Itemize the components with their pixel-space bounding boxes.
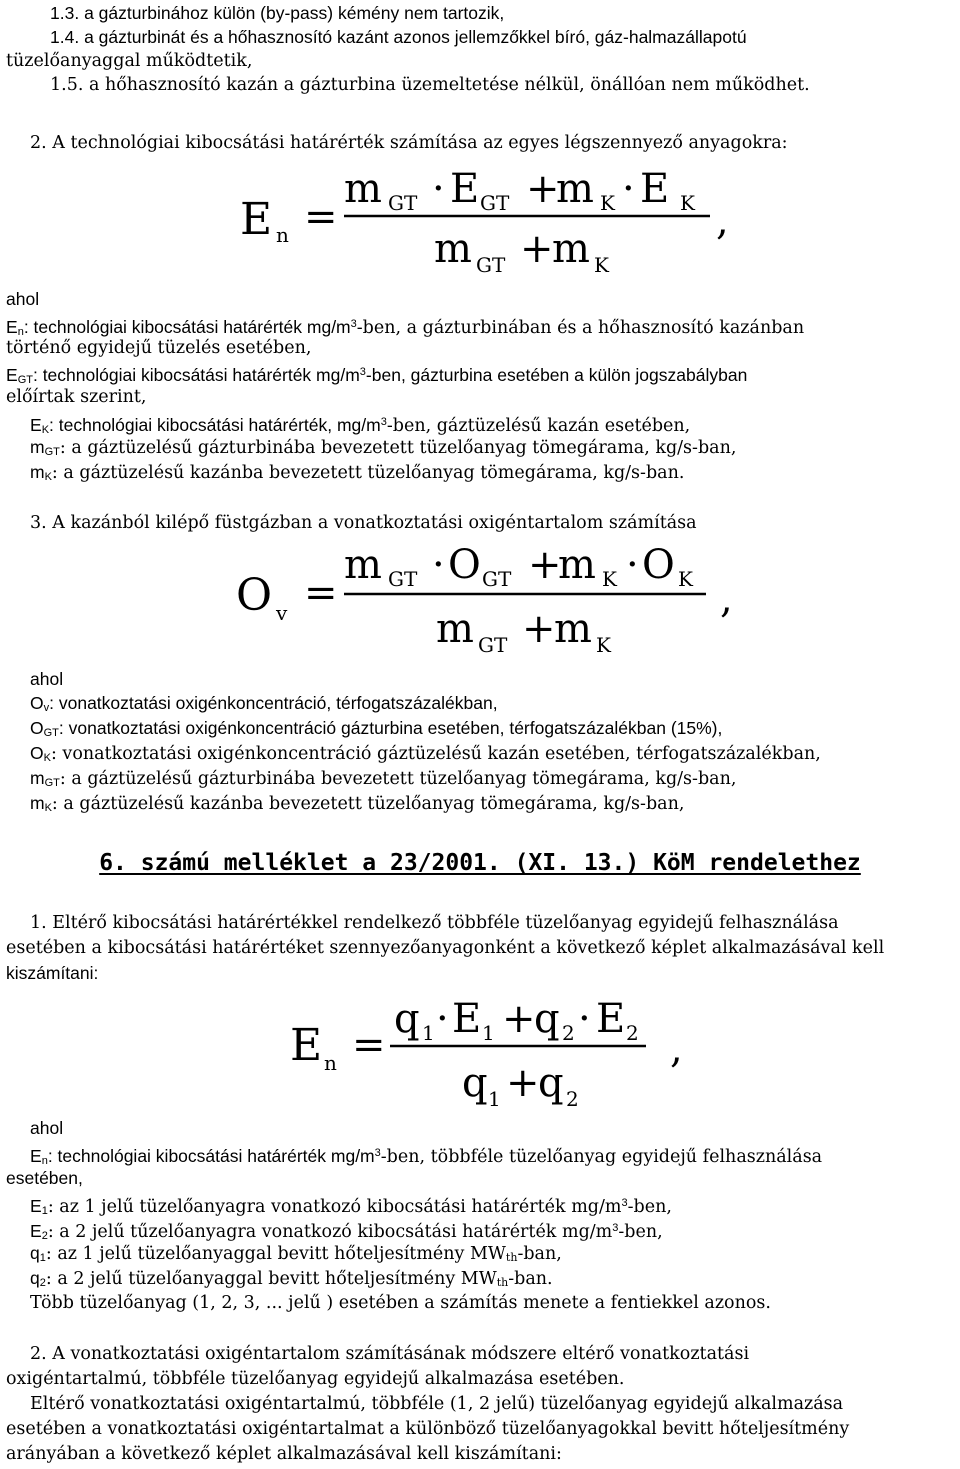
formula-plus: +	[528, 542, 562, 588]
def-text: : az 1 jelű tüzelőanyaggal bevitt hőteljesítmény MW	[45, 1244, 506, 1264]
formula-den-sub: 2	[566, 1087, 579, 1111]
list-item-number: 1.5.	[50, 75, 84, 95]
definition-line	[30, 767, 736, 794]
def-symbol: O	[30, 718, 44, 738]
formula-num-sub: K	[680, 191, 695, 215]
list-item	[50, 2, 504, 24]
formula-en-q	[290, 996, 710, 1126]
def-text-rest: -ben,	[618, 1222, 663, 1242]
definition-line	[30, 792, 684, 819]
def-symbol: E	[30, 415, 42, 435]
def-symbol: q	[30, 1243, 40, 1263]
formula-num-sym: E	[596, 996, 626, 1042]
formula-den-sub: GT	[478, 633, 508, 657]
annex-p1-line: kiszámítani:	[6, 963, 99, 983]
def-sup: 3	[374, 1147, 381, 1159]
formula-num-sub: 1	[482, 1021, 495, 1045]
def-symbol: E	[6, 365, 18, 385]
definition-line	[30, 717, 722, 744]
formula-num-sym: E	[450, 166, 480, 212]
def-text: : a gáztüzelésű gázturbinába bevezetett tüzelőanyag tömegárama, kg/s-ban,	[59, 438, 737, 458]
def-symbol-sub: 2	[39, 1277, 46, 1289]
formula-dot: ·	[432, 542, 445, 588]
formula-num-sub: K	[602, 567, 617, 591]
formula-dot: ·	[622, 166, 635, 212]
def-sup: 3	[621, 1197, 628, 1209]
formula-dot: ·	[626, 542, 639, 588]
list-item-number: 1.4.	[50, 27, 80, 47]
list-item	[50, 26, 747, 48]
def-symbol: E	[30, 1196, 42, 1216]
def-symbol-sub: GT	[43, 727, 59, 739]
def-text: : technológiai kibocsátási határérték mg/m	[23, 317, 351, 337]
definition-line	[30, 1267, 553, 1294]
formula-plus: +	[502, 996, 536, 1042]
definition-line	[30, 1242, 562, 1269]
formula-plus: +	[526, 166, 560, 212]
formula-den-sub: K	[594, 253, 609, 277]
formula-comma: ,	[720, 576, 733, 622]
formula-den-sym: q	[538, 1060, 564, 1106]
def-text: : a gáztüzelésű kazánba bevezetett tüzelőanyag tömegárama, kg/s-ban.	[51, 463, 685, 483]
def-symbol-sub: 1	[39, 1252, 46, 1264]
definition-line	[30, 461, 684, 488]
list-item-continuation: tüzelőanyaggal működtetik,	[6, 51, 253, 71]
section-2-title: 2. A technológiai kibocsátási határérték számítása az egyes légszennyező anyagokra:	[30, 133, 788, 153]
formula-num-sym: m	[344, 542, 382, 588]
formula-num-sym: q	[394, 996, 420, 1042]
section-3-title: 3. A kazánból kilépő füstgázban a vonatkoztatási oxigéntartalom számítása	[30, 513, 697, 533]
def-symbol-sub: K	[44, 802, 52, 814]
def-text: : a gáztüzelésű gázturbinába bevezetett tüzelőanyag tömegárama, kg/s-ban,	[59, 769, 737, 789]
formula-num-sym: O	[642, 542, 675, 588]
ahol-label: ahol	[6, 289, 40, 309]
def-symbol-sub: K	[41, 424, 50, 436]
annex-title	[0, 849, 960, 877]
def-text: : a 2 jelű tűzelőanyagra vonatkozó kibocsátási határérték mg/m	[47, 1222, 613, 1242]
formula-plus: +	[522, 606, 556, 652]
formula-num-sub: K	[600, 191, 615, 215]
formula-num-sub: 2	[626, 1021, 639, 1045]
def-sup: 3	[359, 366, 366, 378]
formula-num-sub: GT	[388, 567, 418, 591]
formula-den-sym: m	[434, 226, 472, 272]
formula-num-sym: m	[556, 166, 594, 212]
ahol-label: ahol	[30, 1118, 64, 1138]
formula-lhs: E	[240, 194, 273, 245]
def-text: : vonatkoztatási oxigénkoncentráció gáztüzelésű kazán esetében, térfogatszázalékban,	[50, 744, 821, 764]
formula-comma: ,	[716, 198, 729, 244]
formula-den-sym: m	[554, 606, 592, 652]
def-text: : technológiai kibocsátási határérték mg/m	[47, 1146, 375, 1166]
formula-lhs: O	[236, 570, 273, 621]
formula-lhs-sub: n	[324, 1051, 337, 1075]
list-item-text: a hőhasznosító kazán a gázturbina üzemeltetése nélkül, önállóan nem működhet.	[88, 75, 810, 95]
definition-continuation: történő egyidejű tüzelés esetében,	[6, 338, 312, 358]
def-symbol: m	[30, 462, 45, 482]
def-text: : vonatkoztatási oxigénkoncentráció gázturbina esetében, térfogatszázalékban (15%),	[58, 718, 723, 738]
def-symbol: O	[30, 693, 44, 713]
def-text: : az 1 jelű tüzelőanyagra vonatkozó kibocsátási határérték mg/m	[47, 1197, 622, 1217]
formula-lhs-sub: n	[276, 223, 289, 247]
def-text-rest: -ban.	[508, 1269, 553, 1289]
formula-dot: ·	[432, 166, 445, 212]
formula-den-sym: m	[552, 226, 590, 272]
list-item	[50, 74, 810, 96]
formula-comma: ,	[670, 1026, 683, 1072]
formula-equals: =	[352, 1022, 386, 1068]
def-text-rest: -ben, többféle tüzelőanyag egyidejű felhasználása	[380, 1147, 823, 1167]
def-symbol-sub: v	[43, 702, 50, 714]
def-text-rest: -ben, gáztüzelésű kazán esetében,	[386, 416, 691, 436]
def-sup: 3	[380, 416, 387, 428]
formula-num-sym: O	[448, 542, 481, 588]
definition-continuation: esetében,	[6, 1168, 83, 1188]
formula-en-gt-k	[240, 162, 740, 292]
def-symbol: E	[6, 317, 18, 337]
def-symbol-sub: GT	[44, 446, 60, 458]
list-item-number: 1.3.	[50, 3, 80, 23]
def-text: : technológiai kibocsátási határérték, mg/m	[49, 415, 381, 435]
formula-den-sym: m	[436, 606, 474, 652]
formula-lhs: E	[290, 1020, 323, 1071]
def-symbol-sub: K	[43, 752, 51, 764]
def-unit-sub: th	[505, 1251, 518, 1264]
formula-num-sub: GT	[480, 191, 510, 215]
formula-equals: =	[304, 194, 338, 240]
def-symbol: O	[30, 743, 44, 763]
definition-line	[30, 692, 498, 719]
formula-num-sym: q	[534, 996, 560, 1042]
formula-num-sub: GT	[388, 191, 418, 215]
def-symbol-sub: GT	[44, 777, 60, 789]
formula-ov	[236, 538, 736, 668]
formula-num-sub: K	[678, 567, 693, 591]
annex-p1-line: 1. Eltérő kibocsátási határértékkel rendelkező többféle tüzelőanyag egyidejű felhasználása	[30, 913, 839, 933]
def-symbol: m	[30, 793, 45, 813]
formula-den-sub: K	[596, 633, 611, 657]
formula-num-sym: E	[452, 996, 482, 1042]
def-text-rest: -ben, a gázturbinában és a hőhasznosító kazánban	[356, 318, 805, 338]
formula-den-sub: GT	[476, 253, 506, 277]
formula-lhs-sub: v	[276, 601, 288, 625]
def-symbol: q	[30, 1268, 40, 1288]
list-item-text: a gázturbinához külön (by-pass) kémény nem tartozik,	[84, 3, 505, 23]
definition-note: Több tüzelőanyag (1, 2, 3, ... jelű ) esetében a számítás menete a fentiekkel azonos.	[30, 1293, 771, 1313]
formula-num-sub: GT	[482, 567, 512, 591]
definition-line	[30, 1142, 822, 1172]
def-symbol-sub: n	[17, 326, 24, 338]
def-symbol: E	[30, 1221, 42, 1241]
def-text: : vonatkoztatási oxigénkoncentráció, térfogatszázalékban,	[49, 693, 498, 713]
formula-num-sub: 2	[562, 1021, 575, 1045]
def-text: : technológiai kibocsátási határérték mg/m	[32, 365, 360, 385]
def-text-rest: -ben,	[627, 1197, 672, 1217]
annex-p2-line: Eltérő vonatkoztatási oxigéntartalmú, többféle (1, 2 jelű) tüzelőanyag egyidejű alkalmazása	[30, 1394, 844, 1414]
formula-num-sub: 1	[422, 1021, 435, 1045]
def-symbol-sub: K	[44, 471, 52, 483]
annex-p2-line: 2. A vonatkoztatási oxigéntartalom számításának módszere eltérő vonatkoztatási	[30, 1344, 750, 1364]
formula-num-sym: m	[344, 166, 382, 212]
formula-den-sym: q	[462, 1060, 488, 1106]
formula-den-sub: 1	[488, 1087, 501, 1111]
formula-num-sym: E	[640, 166, 670, 212]
def-text: : a 2 jelű tüzelőanyaggal bevitt hőteljesítmény MW	[45, 1269, 497, 1289]
definition-line	[30, 742, 821, 769]
def-symbol: m	[30, 768, 45, 788]
def-symbol: m	[30, 437, 45, 457]
def-symbol-sub: n	[41, 1155, 48, 1167]
formula-plus: +	[520, 226, 554, 272]
def-text-rest: -ben, gázturbina esetében a külön jogszabályban	[365, 365, 748, 385]
def-symbol-sub: 1	[41, 1205, 48, 1217]
annex-p2-line: oxigéntartalmú, többféle tüzelőanyag egyidejű alkalmazása esetében.	[6, 1369, 625, 1389]
def-text: : a gáztüzelésű kazánba bevezetett tüzelőanyag tömegárama, kg/s-ban,	[51, 794, 685, 814]
def-sup: 3	[350, 318, 357, 330]
def-symbol-sub: GT	[17, 374, 33, 386]
formula-dot: ·	[578, 996, 591, 1042]
formula-equals: =	[304, 570, 338, 616]
def-text-rest: -ban,	[517, 1244, 562, 1264]
ahol-label: ahol	[30, 669, 64, 689]
def-symbol: E	[30, 1146, 42, 1166]
annex-p2-line: arányában a következő képlet alkalmazásával kell kiszámítani:	[6, 1444, 562, 1464]
def-symbol-sub: 2	[41, 1230, 48, 1242]
formula-dot: ·	[436, 996, 449, 1042]
list-item-text: a gázturbinát és a hőhasznosító kazánt azonos jellemzőkkel bíró, gáz-halmazállapotú	[84, 27, 747, 47]
annex-p2-line: esetében a vonatkoztatási oxigéntartalmat a különböző tüzelőanyagokkal bevitt hőteljesítmény	[6, 1419, 850, 1439]
def-unit-sub: th	[496, 1276, 509, 1289]
formula-plus: +	[506, 1060, 540, 1106]
formula-num-sym: m	[558, 542, 596, 588]
definition-line	[30, 436, 736, 463]
definition-continuation: előírtak szerint,	[6, 387, 147, 407]
annex-title-text: 6. számú melléklet a 23/2001. (XI. 13.) KöM rendelethez	[99, 850, 861, 876]
def-sup: 3	[612, 1222, 619, 1234]
annex-p1-line: esetében a kibocsátási határértéket szennyezőanyagonként a következő képlet alkalmazásával kell	[6, 938, 885, 958]
